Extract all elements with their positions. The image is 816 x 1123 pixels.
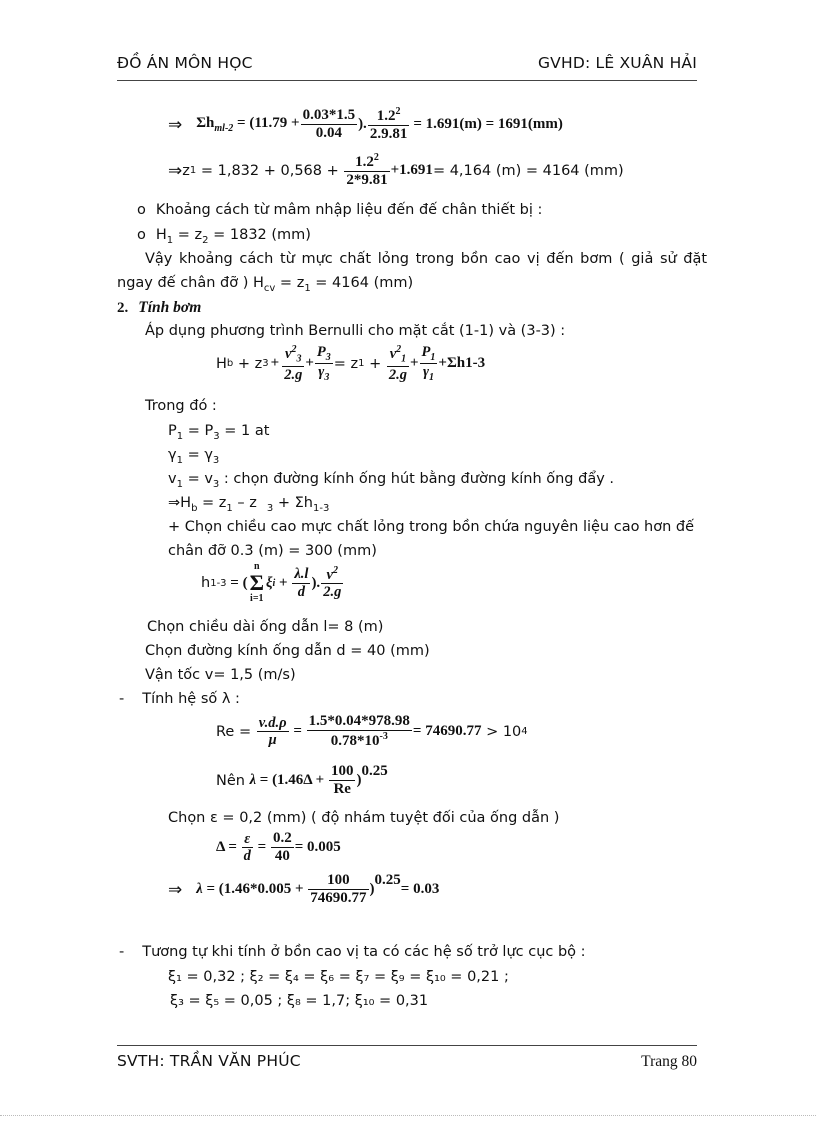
scan-edge xyxy=(0,1115,816,1116)
choose-height-line-2: chân đỡ 0.3 (m) = 300 (mm) xyxy=(168,543,377,559)
equation-lambda-formula: Nên λ = (1.46Δ + $\frac{100}{Re}$ ) 0.25 xyxy=(216,763,388,798)
lambda-heading: - Tính hệ số λ : xyxy=(119,691,240,707)
paragraph-line-1: Vậy khoảng cách từ mực chất lỏng trong bồn cao vị đến bơm ( giả sử đặt xyxy=(145,251,708,267)
arrow-icon: ⇒ xyxy=(168,160,183,181)
paragraph-line-2: ngay đế chân đỡ ) $H_{cv} = z_1 = 4164$ (mm) xyxy=(117,275,414,294)
pipe-length-line: Chọn chiều dài ống dẫn l= 8 (m) xyxy=(147,619,384,635)
bernoulli-intro: Áp dụng phương trình Bernulli cho mặt cắt (1-1) và (3-3) : xyxy=(145,323,566,339)
p-relation: $P_1 = P_3 = 1$ at xyxy=(168,423,270,442)
velocity-relation: $v_1 = v_3$ : chọn đường kính ống hút bằng đường kính ống đẩy . xyxy=(168,471,615,490)
header-left: ĐỒ ÁN MÔN HỌC xyxy=(117,54,253,72)
header-right: GVHD: LÊ XUÂN HẢI xyxy=(537,54,697,72)
equation-delta: Δ = $\frac{\varepsilon}{d}$ = $\frac{0.2}{40}$ = 0.005 xyxy=(216,830,341,865)
hb-relation: $\Rightarrow H_b = z_1 - z$ $_3 + \Sigma h_{1-3}$ xyxy=(168,495,330,514)
equation-lambda-result: ⇒ λ = (1.46*0.005 + $\frac{100}{74690.77}$ ) 0.25 = 0.03 xyxy=(168,872,440,907)
local-resistance-heading: - Tương tự khi tính ở bồn cao vị ta có các hệ số trở lực cục bộ : xyxy=(119,944,586,960)
bullet-feed-distance: o Khoảng cách từ mâm nhập liệu đến đế chân thiết bị : xyxy=(137,202,543,218)
bullet-h1: o $H_1 = z_2 = 1832$ (mm) xyxy=(137,227,311,246)
footer-rule xyxy=(117,1045,697,1046)
xi-values-line-2: ξ₃ = ξ₅ = 0,05 ; ξ₈ = 1,7; ξ₁₀ = 0,31 xyxy=(170,993,429,1009)
roughness-line: Chọn ε = 0,2 (mm) ( độ nhám tuyệt đối của ống dẫn ) xyxy=(168,810,560,826)
arrow-icon: ⇒ xyxy=(168,879,183,900)
arrow-icon: ⇒ xyxy=(168,114,183,135)
gamma-relation: $\gamma_1 = \gamma_3$ xyxy=(168,447,220,466)
equation-z1: ⇒ z 1 = 1,832 + 0,568 + $\frac{1.2^2}{2*9.81}$ +1.691 = 4,164 (m) = 4164 (mm) xyxy=(168,152,624,189)
footer-left: SVTH: TRẦN VĂN PHÚC xyxy=(117,1052,301,1070)
equation-h13: h 1-3 = ( n Σ i=1 ξ i + $\frac{\lambda.l}{d}$ ). $\frac{v^2}{2.g}$ xyxy=(201,561,342,604)
equation-reynolds: Re = $\frac{v.d.\rho}{\mu}$ = $\frac{1.5*0.04*978.98}{0.78*10^{-3}}$ = 74690.77 > 10 4 xyxy=(216,713,528,750)
equation-friction-loss: ⇒ $\Sigma h_{ml-2} = (11.79$ + $\frac{0.03*1.5}{0.04}$ ). $\frac{1.2^2}{2.9.81}$ = 1.691(m) = 1691(mm) xyxy=(168,106,563,143)
velocity-line: Vận tốc v= 1,5 (m/s) xyxy=(145,667,296,683)
page-number: Trang 80 xyxy=(641,1053,697,1070)
section-heading: 2. Tính bơm xyxy=(117,299,202,316)
pipe-diameter-line: Chọn đường kính ống dẫn d = 40 (mm) xyxy=(145,643,430,659)
equation-bernoulli: H b + z 3 + $\frac{v^2_3}{2.g}$ + $\frac{P_3}{\gamma_3}$ = z 1 + $\frac{v^2_1}{2.g}$ + $\frac{P_1}{\gamma_1}$ +Σh 1-3 xyxy=(216,344,486,384)
choose-height-line-1: + Chọn chiều cao mực chất lỏng trong bồn chứa nguyên liệu cao hơn đế xyxy=(168,519,695,535)
xi-values-line-1: ξ₁ = 0,32 ; ξ₂ = ξ₄ = ξ₆ = ξ₇ = ξ₉ = ξ₁₀ = 0,21 ; xyxy=(168,969,509,985)
header-rule xyxy=(117,80,697,81)
trong-do-label: Trong đó : xyxy=(145,398,217,414)
arrow-icon: ⇒ xyxy=(168,495,181,511)
